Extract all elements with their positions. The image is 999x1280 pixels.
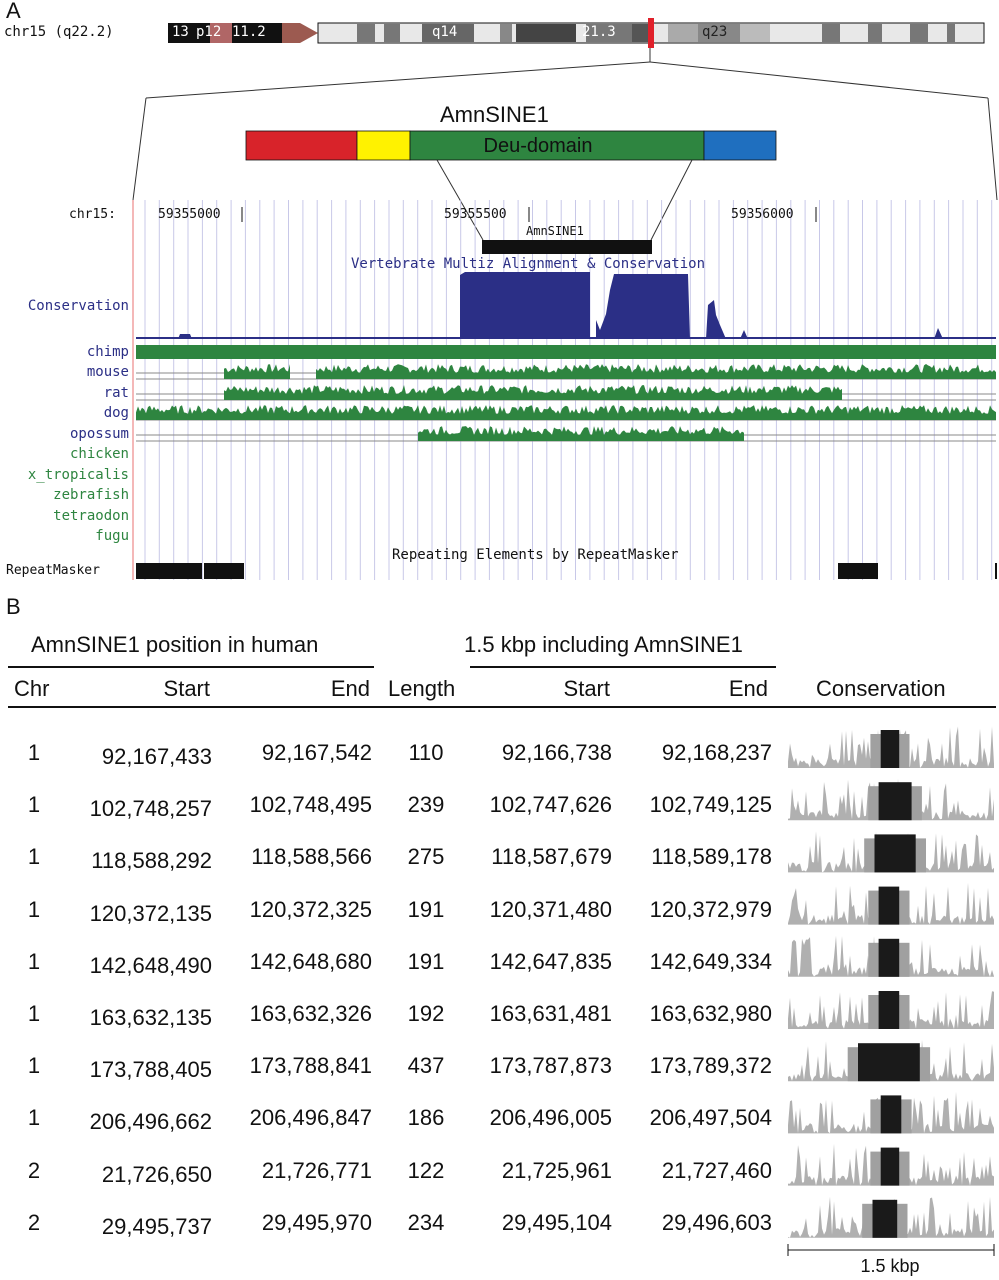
table-cell-s15: 29,495,104 xyxy=(501,1209,612,1235)
table-cell-chr: 1 xyxy=(27,844,41,870)
conservation-track-label: Conservation xyxy=(27,298,129,314)
species-label-rat: rat xyxy=(103,385,129,401)
col-header-end: End xyxy=(330,676,370,701)
table-cell-start: 92,167,433 xyxy=(101,744,212,769)
table-cell-e15: 120,372,979 xyxy=(649,896,772,922)
table-cell-length: 186 xyxy=(407,1105,445,1131)
species-label-chimp: chimp xyxy=(86,344,129,360)
table-cell-end: 21,726,771 xyxy=(261,1157,372,1183)
table-cell-e15: 21,727,460 xyxy=(661,1157,772,1183)
table-cell-length: 275 xyxy=(407,844,445,870)
group-header-1-5kbp: 1.5 kbp including AmnSINE1 xyxy=(464,632,743,657)
table-cell-start: 120,372,135 xyxy=(89,900,212,926)
col-header-end-1-5kbp: End xyxy=(728,676,768,701)
species-label-dog: dog xyxy=(103,405,129,421)
table-cell-chr: 1 xyxy=(27,948,41,974)
amnsine1-conserved-block xyxy=(881,1148,900,1186)
table-cell-length: 110 xyxy=(408,740,444,765)
table-cell-start: 29,495,737 xyxy=(101,1213,212,1239)
coord-label: 59355000 xyxy=(158,207,221,222)
amnsine1-conserved-block xyxy=(873,1200,898,1238)
coord-label: 59355500 xyxy=(444,207,507,222)
table-cell-chr: 2 xyxy=(27,1157,41,1183)
col-header-start: Start xyxy=(163,676,210,701)
table-cell-end: 142,648,680 xyxy=(249,948,372,974)
amnsine1-conserved-block xyxy=(858,1043,920,1081)
table-cell-end: 118,588,566 xyxy=(251,844,372,870)
table-cell-end: 120,372,325 xyxy=(249,896,372,922)
table-cell-chr: 2 xyxy=(27,1209,41,1235)
table-cell-s15: 163,631,481 xyxy=(489,1001,612,1026)
coord-label: 59356000 xyxy=(731,207,794,222)
species-label-tetraodon: tetraodon xyxy=(53,508,129,524)
ideogram-label: chr15 (q22.2) xyxy=(4,24,114,40)
table-cell-s15: 120,371,480 xyxy=(489,896,612,922)
table-cell-start: 118,588,292 xyxy=(91,848,212,874)
amnsine1-conserved-block xyxy=(879,782,912,820)
table-cell-start: 102,748,257 xyxy=(89,796,212,822)
table-cell-s15: 92,166,738 xyxy=(501,740,612,765)
table-cell-end: 92,167,542 xyxy=(261,740,372,765)
table-cell-s15: 21,725,961 xyxy=(501,1157,612,1183)
species-label-zebrafish: zebrafish xyxy=(53,487,129,503)
table-cell-s15: 173,787,873 xyxy=(489,1053,612,1079)
multiz-track-title: Vertebrate Multiz Alignment & Conservation xyxy=(351,256,706,272)
table-cell-length: 191 xyxy=(407,948,445,974)
table-cell-chr: 1 xyxy=(27,1105,41,1131)
ideogram-band-label: p12 xyxy=(196,24,222,40)
ideogram-band-label: q14 xyxy=(432,24,458,40)
table-cell-start: 21,726,650 xyxy=(101,1161,212,1187)
table-cell-e15: 142,649,334 xyxy=(649,948,772,974)
col-header-start-1-5kbp: Start xyxy=(563,676,610,701)
table-cell-end: 102,748,495 xyxy=(249,792,372,818)
table-cell-length: 239 xyxy=(407,792,445,818)
table-cell-e15: 118,589,178 xyxy=(651,844,772,870)
table-cell-s15: 142,647,835 xyxy=(489,948,612,974)
panel-a-letter: A xyxy=(6,0,21,23)
chr15-position-label: chr15: xyxy=(69,207,116,222)
table-cell-chr: 1 xyxy=(27,896,41,922)
col-header-chr: Chr xyxy=(14,676,50,701)
table-cell-length: 192 xyxy=(407,1001,445,1026)
table-cell-e15: 163,632,980 xyxy=(649,1001,772,1026)
ideogram-band-label: 13 xyxy=(172,24,189,40)
table-cell-start: 206,496,662 xyxy=(89,1109,212,1135)
panel-b-letter: B xyxy=(6,594,21,619)
table-cell-s15: 206,496,005 xyxy=(489,1105,612,1131)
table-cell-length: 234 xyxy=(407,1209,445,1235)
table-cell-end: 206,496,847 xyxy=(249,1105,372,1131)
amnsine1-feature-label: AmnSINE1 xyxy=(526,224,584,238)
deu-domain-label: Deu-domain xyxy=(483,135,593,157)
table-cell-start: 173,788,405 xyxy=(89,1057,212,1083)
table-cell-e15: 29,496,603 xyxy=(661,1209,772,1235)
amnsine1-title: AmnSINE1 xyxy=(440,102,549,127)
amnsine1-conserved-block xyxy=(879,939,900,977)
table-cell-e15: 102,749,125 xyxy=(649,792,772,818)
amnsine1-conserved-block xyxy=(879,991,900,1029)
species-label-x-tropicalis: x_tropicalis xyxy=(27,467,129,483)
col-header-conservation: Conservation xyxy=(816,676,946,701)
scale-bar-label: 1.5 kbp xyxy=(860,1256,920,1276)
table-cell-s15: 102,747,626 xyxy=(489,792,612,818)
table-cell-length: 437 xyxy=(407,1053,445,1079)
table-cell-end: 163,632,326 xyxy=(249,1001,372,1026)
table-cell-s15: 118,587,679 xyxy=(491,844,612,870)
species-label-chicken: chicken xyxy=(69,446,129,462)
table-cell-e15: 92,168,237 xyxy=(661,740,772,765)
repeat-track-title: Repeating Elements by RepeatMasker xyxy=(392,547,679,563)
table-cell-length: 122 xyxy=(407,1157,445,1183)
amnsine1-conserved-block xyxy=(879,887,900,925)
table-cell-chr: 1 xyxy=(27,1053,41,1079)
ideogram-band-label: 11.2 xyxy=(232,24,266,40)
amnsine1-conserved-block xyxy=(881,1095,902,1133)
table-cell-start: 163,632,135 xyxy=(89,1005,212,1030)
table-cell-e15: 173,789,372 xyxy=(649,1053,772,1079)
species-label-opossum: opossum xyxy=(69,426,129,442)
species-label-fugu: fugu xyxy=(95,528,129,544)
ideogram-band-label: q23 xyxy=(702,24,728,40)
table-cell-end: 173,788,841 xyxy=(249,1053,372,1079)
table-cell-end: 29,495,970 xyxy=(261,1209,372,1235)
table-cell-chr: 1 xyxy=(27,1001,41,1026)
table-cell-length: 191 xyxy=(407,896,445,922)
repeatmasker-label: RepeatMasker xyxy=(6,563,100,578)
group-header-human-position: AmnSINE1 position in human xyxy=(31,632,319,657)
species-label-mouse: mouse xyxy=(86,364,129,380)
table-cell-e15: 206,497,504 xyxy=(649,1105,772,1131)
amnsine1-conserved-block xyxy=(881,730,900,768)
col-header-length: Length xyxy=(388,676,456,701)
amnsine1-conserved-block xyxy=(875,834,916,872)
table-cell-chr: 1 xyxy=(27,792,41,818)
table-cell-chr: 1 xyxy=(27,740,41,765)
ideogram-band-label: 21.3 xyxy=(582,24,616,40)
table-cell-start: 142,648,490 xyxy=(89,952,212,978)
